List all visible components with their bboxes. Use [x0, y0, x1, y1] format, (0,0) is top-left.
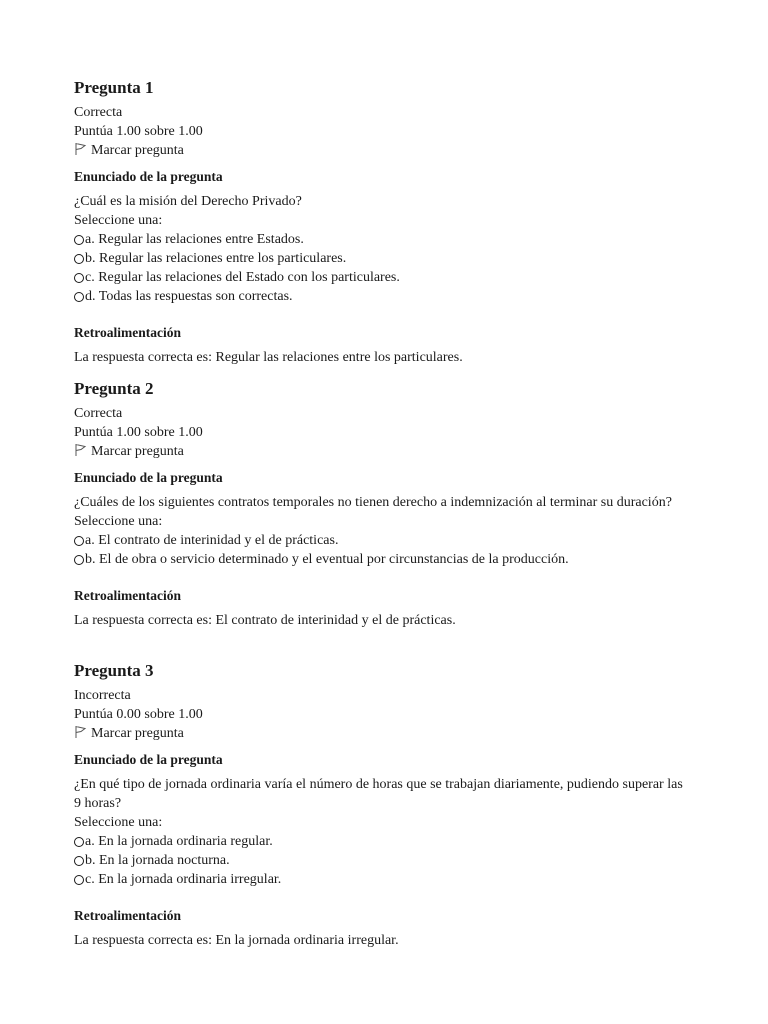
question-text: ¿Cuál es la misión del Derecho Privado? [74, 194, 302, 209]
answer-option-b[interactable] [74, 550, 694, 569]
answer-option-label: a. En la jornada ordinaria regular. [85, 834, 273, 849]
answer-option-c[interactable] [74, 870, 694, 889]
flag-icon[interactable] [74, 142, 88, 156]
statement-heading: Enunciado de la pregunta [74, 470, 223, 485]
answer-option-label: b. El de obra o servicio determinado y el eventual por circunstancias de la producción. [85, 552, 569, 567]
flag-question-link[interactable] [74, 141, 694, 160]
question-block-3 [74, 660, 694, 950]
answer-option-label: a. Regular las relaciones entre Estados. [85, 232, 304, 247]
radio-button[interactable] [74, 875, 84, 885]
question-score: Puntúa 0.00 sobre 1.00 [74, 707, 203, 722]
question-title: Pregunta 2 [74, 379, 154, 398]
question-status: Correcta [74, 406, 123, 421]
radio-button[interactable] [74, 254, 84, 264]
question-score: Puntúa 1.00 sobre 1.00 [74, 124, 203, 139]
feedback-heading: Retroalimentación [74, 325, 181, 340]
question-text: ¿Cuáles de los siguientes contratos temporales no tienen derecho a indemnización al terminar su duración? [74, 495, 672, 510]
answer-option-c[interactable] [74, 268, 694, 287]
answer-option-label: a. El contrato de interinidad y el de prácticas. [85, 533, 339, 548]
flag-question-label[interactable]: Marcar pregunta [91, 444, 184, 459]
question-status: Correcta [74, 105, 123, 120]
question-title: Pregunta 3 [74, 661, 154, 680]
answer-option-label: b. Regular las relaciones entre los particulares. [85, 251, 347, 266]
radio-button[interactable] [74, 536, 84, 546]
question-status: Incorrecta [74, 688, 131, 703]
answer-option-a[interactable] [74, 230, 694, 249]
flag-question-label[interactable]: Marcar pregunta [91, 726, 184, 741]
statement-heading: Enunciado de la pregunta [74, 169, 223, 184]
radio-button[interactable] [74, 235, 84, 245]
flag-question-link[interactable] [74, 724, 694, 743]
select-prompt: Seleccione una: [74, 514, 163, 529]
question-block-1 [74, 77, 694, 367]
radio-button[interactable] [74, 555, 84, 565]
feedback-heading: Retroalimentación [74, 908, 181, 923]
question-score: Puntúa 1.00 sobre 1.00 [74, 425, 203, 440]
radio-button[interactable] [74, 856, 84, 866]
flag-icon[interactable] [74, 725, 88, 739]
feedback-text: La respuesta correcta es: El contrato de interinidad y el de prácticas. [74, 613, 456, 628]
answer-option-label: c. En la jornada ordinaria irregular. [85, 872, 282, 887]
feedback-heading: Retroalimentación [74, 588, 181, 603]
answer-option-label: b. En la jornada nocturna. [85, 853, 230, 868]
question-title: Pregunta 1 [74, 78, 154, 97]
answer-option-d[interactable] [74, 287, 694, 306]
select-prompt: Seleccione una: [74, 213, 163, 228]
flag-icon[interactable] [74, 443, 88, 457]
question-block-2 [74, 378, 694, 630]
flag-question-label[interactable]: Marcar pregunta [91, 143, 184, 158]
answer-option-label: d. Todas las respuestas son correctas. [85, 289, 293, 304]
radio-button[interactable] [74, 273, 84, 283]
answer-option-b[interactable] [74, 851, 694, 870]
feedback-text: La respuesta correcta es: En la jornada ordinaria irregular. [74, 933, 399, 948]
radio-button[interactable] [74, 837, 84, 847]
feedback-text: La respuesta correcta es: Regular las relaciones entre los particulares. [74, 350, 463, 365]
answer-option-a[interactable] [74, 832, 694, 851]
radio-button[interactable] [74, 292, 84, 302]
question-text: ¿En qué tipo de jornada ordinaria varía el número de horas que se trabajan diariamente, pudiendo superar las 9 horas? [74, 777, 683, 811]
answer-option-a[interactable] [74, 531, 694, 550]
flag-question-link[interactable] [74, 442, 694, 461]
statement-heading: Enunciado de la pregunta [74, 752, 223, 767]
answer-option-label: c. Regular las relaciones del Estado con los particulares. [85, 270, 400, 285]
answer-option-b[interactable] [74, 249, 694, 268]
select-prompt: Seleccione una: [74, 815, 163, 830]
